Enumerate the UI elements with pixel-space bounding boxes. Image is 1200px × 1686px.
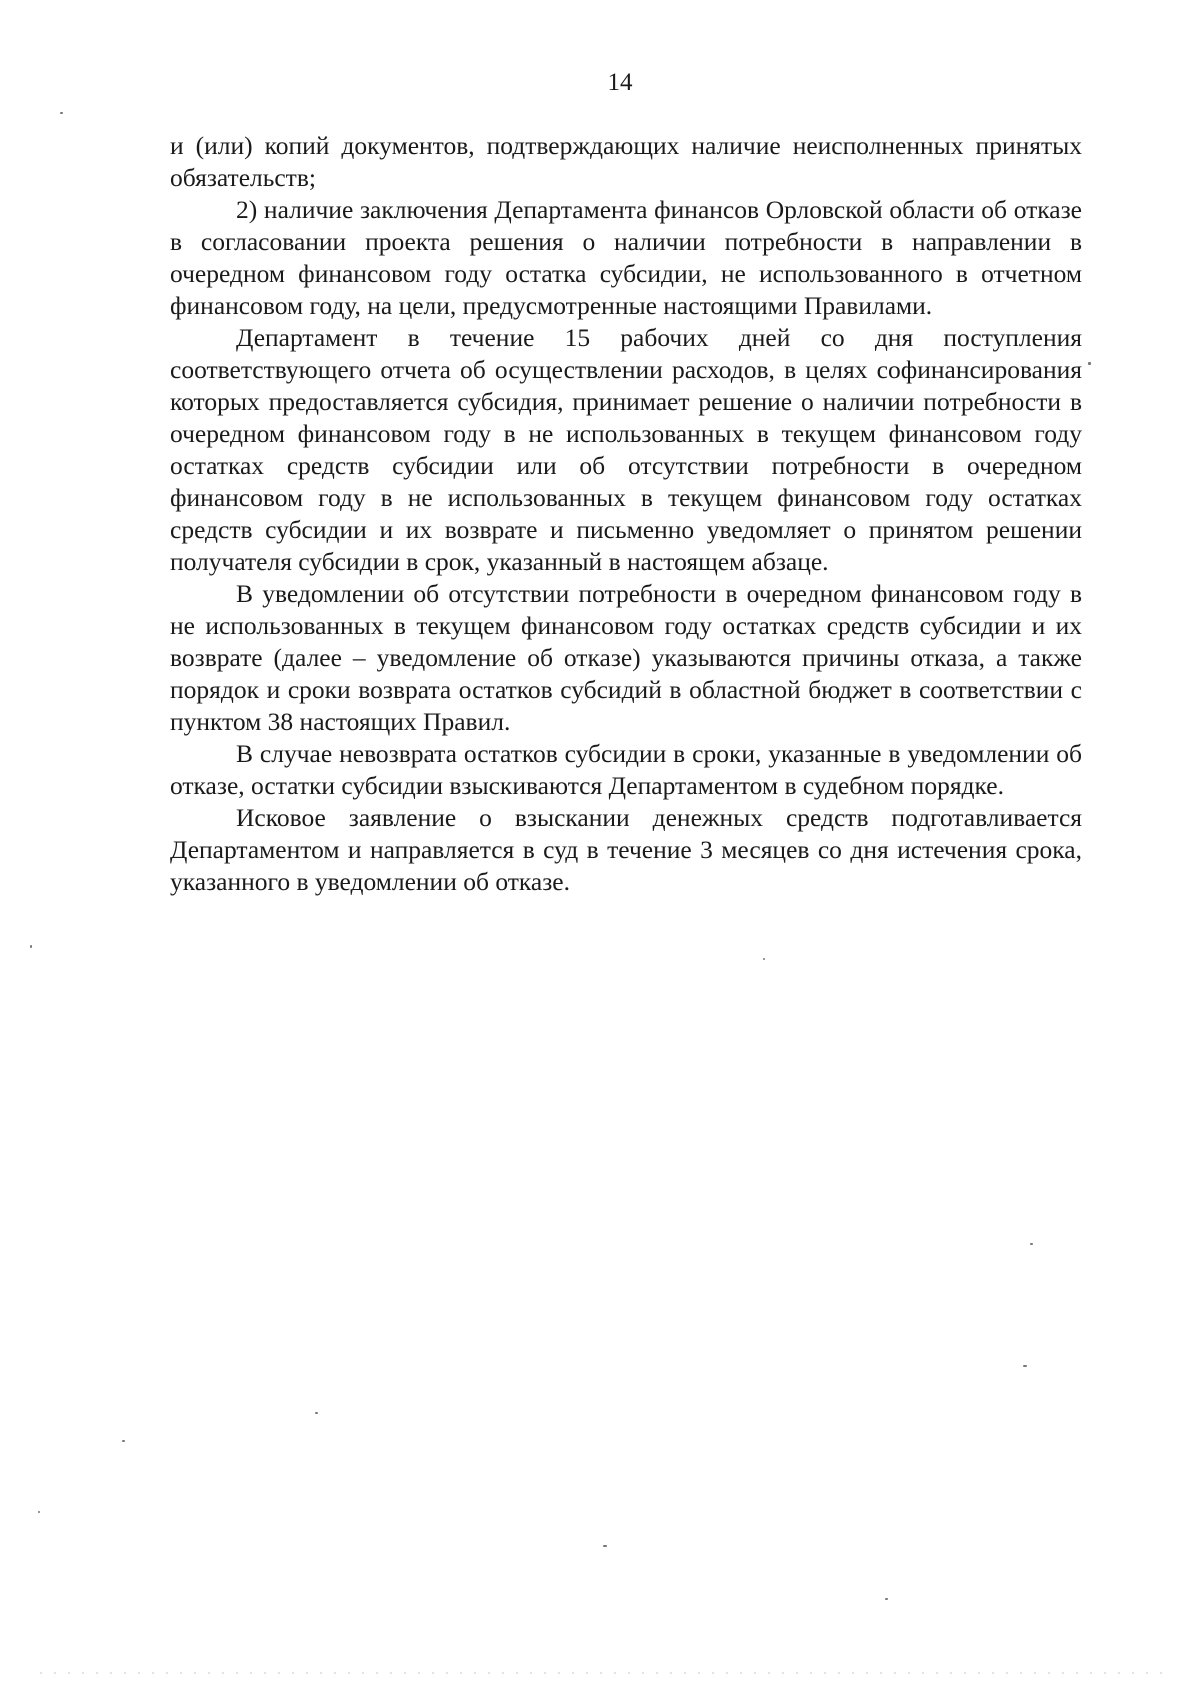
scan-speck bbox=[38, 1511, 40, 1513]
scan-edge-noise bbox=[40, 1672, 1170, 1674]
scan-speck bbox=[30, 945, 32, 948]
paragraph-1: и (или) копий документов, подтверждающих наличие неисполненных принятых обязательств; bbox=[170, 131, 1082, 192]
paragraph-6: Исковое заявление о взыскании денежных средств подготавливается Департаментом и направляется в суд в течение 3 месяцев со дня истечения срока, указанного в уведомлении об отказе. bbox=[170, 803, 1082, 896]
page-number: 14 bbox=[607, 69, 633, 96]
paragraph-4: В уведомлении об отсутствии потребности в очередном финансовом году в не использованных в текущем финансовом году остатках средств субсидии и их возврате (далее – уведомление об отказе) указываются причины отказа, а также порядок и сроки возврата остатков субсидий в областной бюджет в соответствии с пунктом 38 настоящих Правил. bbox=[170, 579, 1082, 736]
scan-speck bbox=[1088, 362, 1091, 365]
scan-speck bbox=[315, 1412, 318, 1414]
scan-speck bbox=[603, 1545, 607, 1547]
scan-speck bbox=[1023, 1365, 1027, 1367]
paragraph-2: 2) наличие заключения Департамента финансов Орловской области об отказе в согласовании проекта решения о наличии потребности в направлении в очередном финансовом году остатка субсидии, не использованного в отчетном финансовом году, на цели, предусмотренные настоящими Правилами. bbox=[170, 195, 1082, 320]
scan-speck bbox=[763, 958, 765, 960]
paragraph-5: В случае невозврата остатков субсидии в сроки, указанные в уведомлении об отказе, остатки субсидии взыскиваются Департаментом в судебном порядке. bbox=[170, 739, 1082, 800]
scan-speck bbox=[885, 1598, 888, 1600]
scan-speck bbox=[60, 112, 63, 114]
scan-speck bbox=[122, 1440, 125, 1442]
paragraph-3: Департамент в течение 15 рабочих дней со дня поступления соответствующего отчета об осуществлении расходов, в целях софинансирования которых предоставляется субсидия, принимает решение о наличии потребности в очередном финансовом году в не использованных в текущем финансовом году остатках средств субсидии или об отсутствии потребности в очередном финансовом году в не использованных в текущем финансовом году остатках средств субсидии и их возврате и письменно уведомляет о принятом решении получателя субсидии в срок, указанный в настоящем абзаце. bbox=[170, 323, 1082, 576]
document-body bbox=[170, 130, 1082, 898]
scan-speck bbox=[1030, 1243, 1033, 1245]
